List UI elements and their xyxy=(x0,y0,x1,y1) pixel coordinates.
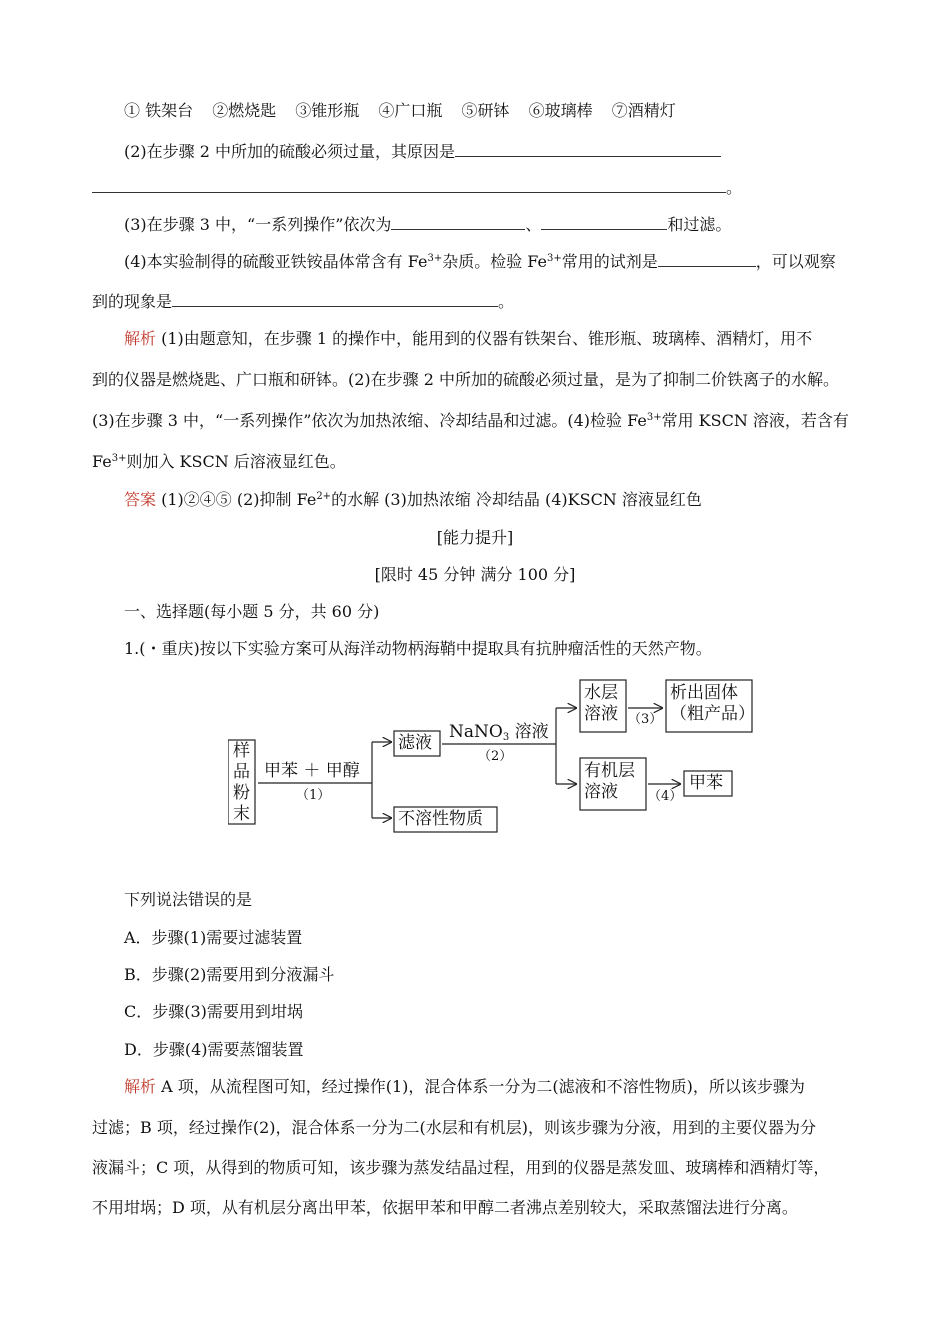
instrument-options xyxy=(124,100,676,122)
question-2: (2)在步骤 2 中所加的硫酸必须过量，其原因是 xyxy=(124,140,721,163)
answer-blank xyxy=(172,290,498,307)
question-4: (4)本实验制得的硫酸亚铁铵晶体常含有 $Fe^{3+}$杂质。检验 $Fe^{3+}$常用的试剂是 ，可以观察 xyxy=(124,252,836,271)
option-1: ① 铁架台 xyxy=(124,101,194,120)
aqueous-label: 水层 溶液 xyxy=(584,683,618,724)
section-subtitle: [限时 45 分钟 满分 100 分] xyxy=(374,565,576,584)
answer-blank xyxy=(455,140,721,157)
organic-label: 有机层 溶液 xyxy=(584,761,635,802)
choice-d: D．步骤(4)需要蒸馏装置 xyxy=(124,1040,304,1059)
step-2-label: （2） xyxy=(478,749,513,764)
option-2: ②燃烧匙 xyxy=(212,101,277,120)
answer-blank xyxy=(541,213,667,230)
analysis-line-3: (3)在步骤 3 中，“一系列操作”依次为加热浓缩、冷却结晶和过滤。(4)检验 $Fe^{3+}$常用 KSCN 溶液，若含有 xyxy=(92,411,849,430)
question-3: (3)在步骤 3 中，“一系列操作”依次为 、 和过滤。 xyxy=(124,215,732,234)
answer-blank xyxy=(658,250,756,267)
precipitate-label: 析出固体 （粗产品） xyxy=(670,683,755,724)
option-3: ③锥形瓶 xyxy=(295,101,360,120)
insoluble-label: 不溶性物质 xyxy=(398,809,483,829)
analysis-line-2: 到的仪器是燃烧匙、广口瓶和研钵。(2)在步骤 2 中所加的硫酸必须过量，是为了抑制二价铁离子的水解。 xyxy=(92,370,840,389)
step-1-label: （1） xyxy=(296,788,331,803)
toluene-label: 甲苯 xyxy=(689,773,723,793)
analysis-2-line-4: 不用坩埚；D 项，从有机层分离出甲苯，依据甲苯和甲醇二者沸点差别较大，采取蒸馏法进行分离。 xyxy=(92,1198,798,1217)
option-7: ⑦酒精灯 xyxy=(611,101,676,120)
choice-a: A．步骤(1)需要过滤装置 xyxy=(124,928,303,947)
reagent-1-label: 甲苯 ＋ 甲醇 xyxy=(264,761,360,781)
option-4: ④广口瓶 xyxy=(378,101,443,120)
analysis-2-line-2: 过滤；B 项，经过操作(2)，混合体系一分为二(水层和有机层)，则该步骤为分液，用到的主要仪器为分 xyxy=(92,1118,816,1137)
question-1-stem: 1.(・重庆)按以下实验方案可从海洋动物柄海鞘中提取具有抗肿瘤活性的天然产物。 xyxy=(124,639,712,658)
choice-c: C．步骤(3)需要用到坩埚 xyxy=(124,1002,303,1021)
answer-blank xyxy=(92,176,726,193)
sample-label: 样 品 粉 末 xyxy=(233,741,250,824)
step-4-label: （4） xyxy=(648,789,683,804)
answer-label: 答案 xyxy=(124,490,157,509)
step-3-label: （3） xyxy=(628,712,663,727)
analysis-2-line-1: 解析 A 项，从流程图可知，经过操作(1)，混合体系一分为二(滤液和不溶性物质)，所以该步骤为 xyxy=(124,1077,805,1096)
section-title: [能力提升] xyxy=(436,528,514,547)
analysis-2-label: 解析 xyxy=(124,1077,157,1096)
filtrate-label: 滤液 xyxy=(398,733,432,753)
answer-line: 答案 (1)②④⑤ (2)抑制 $Fe^{2+}$的水解 (3)加热浓缩 冷却结晶 (4)KSCN 溶液显红色 xyxy=(124,490,702,509)
analysis-label: 解析 xyxy=(124,329,157,348)
question-2-continued: 。 xyxy=(92,176,742,199)
choice-b: B．步骤(2)需要用到分液漏斗 xyxy=(124,965,335,984)
analysis-line-1: 解析 (1)由题意知，在步骤 1 的操作中，能用到的仪器有铁架台、锥形瓶、玻璃棒、酒精灯，用不 xyxy=(124,329,813,348)
option-5: ⑤研钵 xyxy=(461,101,510,120)
analysis-2-line-3: 液漏斗；C 项，从得到的物质可知，该步骤为蒸发结晶过程，用到的仪器是蒸发皿、玻璃棒和酒精灯等， xyxy=(92,1158,830,1177)
option-6: ⑥玻璃棒 xyxy=(528,101,593,120)
part-heading: 一、选择题(每小题 5 分，共 60 分) xyxy=(124,602,380,621)
question-prompt: 下列说法错误的是 xyxy=(124,890,253,909)
question-4-continued: 到的现象是 。 xyxy=(92,292,515,311)
answer-blank xyxy=(391,213,525,230)
flow-diagram xyxy=(228,672,758,842)
analysis-line-4: $Fe^{3+}$则加入 KSCN 后溶液显红色。 xyxy=(92,452,346,471)
reagent-2-label: NaNO$_3$ 溶液 xyxy=(449,722,549,743)
